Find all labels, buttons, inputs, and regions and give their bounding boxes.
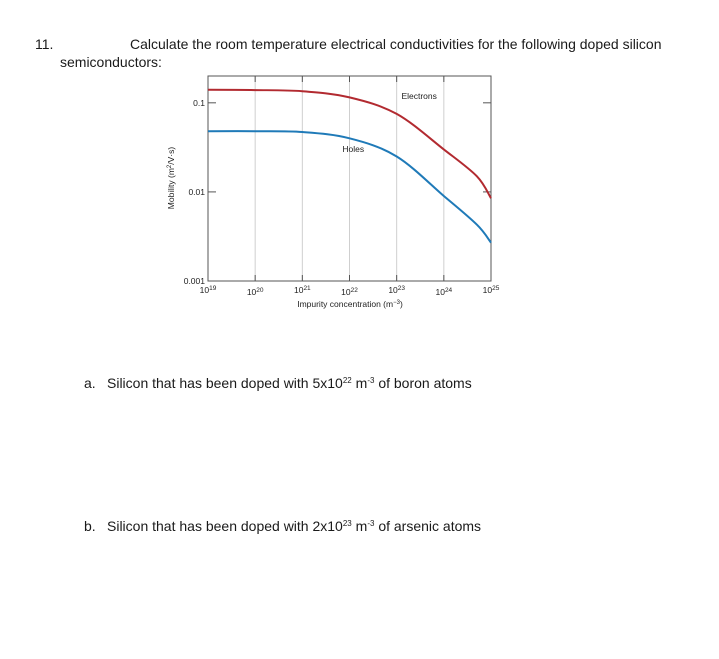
x-tick-label: $10^{25}$ (482, 285, 500, 295)
x-tick-label: $10^{23}$ (388, 285, 406, 295)
part-b-unit: m (351, 518, 368, 534)
part-a-unit-exponent: -3 (367, 376, 375, 385)
mobility-chart (160, 70, 520, 320)
question-number: 11. (35, 36, 54, 52)
svg-text:Mobility (m2/V·s): Mobility $(m^2/V\cdot s)$ (166, 146, 176, 210)
annotation-holes: Holes (342, 144, 365, 155)
part-a-label: a. (84, 375, 96, 391)
y-tick-label: 0.001 (183, 276, 205, 286)
part-b-text-end: of arsenic atoms (374, 518, 482, 534)
chart-annotations (342, 91, 437, 154)
chart-gridlines (255, 76, 444, 281)
y-tick-label: 0.1 (193, 97, 205, 108)
part-a-exponent: 22 (342, 376, 352, 385)
x-tick-label: $10^{21}$ (293, 285, 311, 295)
x-tick-label: $10^{24}$ (435, 287, 453, 297)
y-tick-label: 0.01 (188, 186, 205, 197)
part-b-label: b. (84, 518, 96, 534)
question-text-line2: semiconductors: (60, 54, 162, 70)
x-tick-label: $10^{19}$ (199, 285, 217, 295)
part-b-text: Silicon that has been doped with 2x10 (107, 518, 343, 534)
part-a-text-end: of boron atoms (374, 375, 472, 391)
question-text-line1: Calculate the room temperature electrical conductivities for the following doped silicon (130, 36, 662, 52)
annotation-electrons: Electrons (401, 91, 437, 102)
x-tick-label: $10^{22}$ (341, 287, 358, 297)
x-tick-label: $10^{20}$ (246, 287, 264, 297)
part-b-unit-exponent: -3 (367, 519, 375, 528)
part-b (84, 518, 481, 534)
part-a-text: Silicon that has been doped with 5x10 (107, 375, 343, 391)
x-axis-label (297, 299, 403, 309)
part-a (84, 375, 472, 391)
y-axis-label (166, 147, 176, 210)
part-b-exponent: 23 (342, 519, 352, 528)
part-a-unit: m (351, 375, 368, 391)
svg-text:Impurity concentration (m−3): Impurity concentration $(m^{-3})$ (297, 299, 403, 309)
chart-ticks (184, 76, 500, 297)
